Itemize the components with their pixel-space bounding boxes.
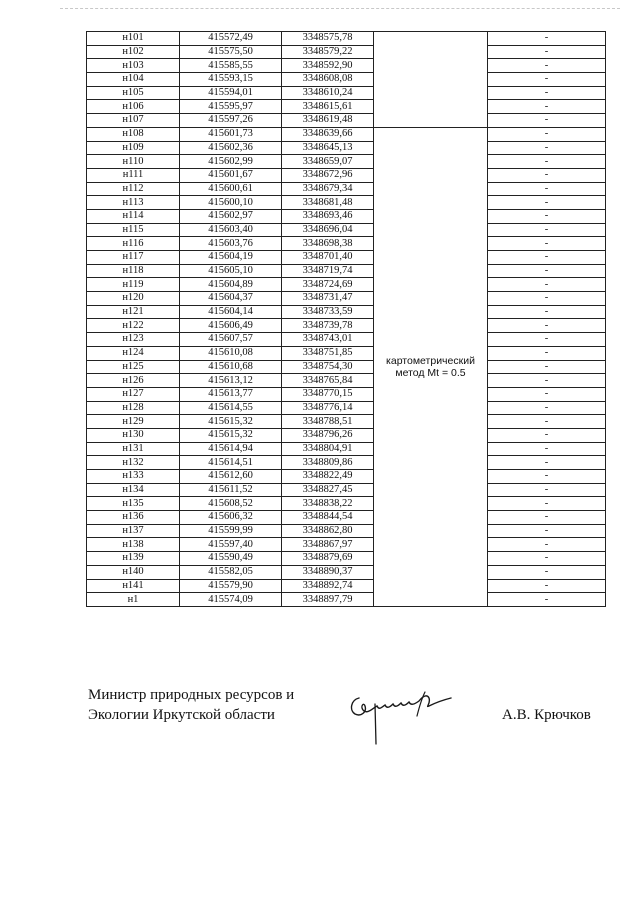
point-number-cell: н109	[87, 141, 180, 155]
scan-edge-rule	[60, 8, 620, 9]
signatory-position-line-2: Экологии Иркутской области	[88, 707, 275, 723]
accuracy-cell: -	[488, 292, 606, 306]
accuracy-cell: -	[488, 114, 606, 128]
x-coordinate-cell: 415612,60	[180, 470, 282, 484]
table-row	[87, 511, 606, 525]
accuracy-cell: -	[488, 32, 606, 46]
point-number-cell: н135	[87, 497, 180, 511]
table-row	[87, 415, 606, 429]
point-number-cell: н110	[87, 155, 180, 169]
accuracy-cell: -	[488, 374, 606, 388]
y-coordinate-cell: 3348890,37	[282, 565, 374, 579]
point-number-cell: н123	[87, 333, 180, 347]
table-row	[87, 264, 606, 278]
point-number-cell: н106	[87, 100, 180, 114]
table-row	[87, 209, 606, 223]
table-row	[87, 305, 606, 319]
point-number-cell: н107	[87, 114, 180, 128]
y-coordinate-cell: 3348575,78	[282, 32, 374, 46]
y-coordinate-cell: 3348693,46	[282, 209, 374, 223]
table-row	[87, 579, 606, 593]
x-coordinate-cell: 415604,37	[180, 292, 282, 306]
x-coordinate-cell: 415608,52	[180, 497, 282, 511]
table-row	[87, 251, 606, 265]
y-coordinate-cell: 3348862,80	[282, 524, 374, 538]
accuracy-cell: -	[488, 264, 606, 278]
table-row	[87, 593, 606, 607]
x-coordinate-cell: 415597,26	[180, 114, 282, 128]
table-row	[87, 387, 606, 401]
x-coordinate-cell: 415613,77	[180, 387, 282, 401]
accuracy-cell: -	[488, 196, 606, 210]
x-coordinate-cell: 415602,36	[180, 141, 282, 155]
table-row	[87, 565, 606, 579]
table-row	[87, 114, 606, 128]
accuracy-cell: -	[488, 346, 606, 360]
table-row	[87, 223, 606, 237]
x-coordinate-cell: 415614,51	[180, 456, 282, 470]
x-coordinate-cell: 415601,73	[180, 127, 282, 141]
y-coordinate-cell: 3348719,74	[282, 264, 374, 278]
accuracy-cell: -	[488, 251, 606, 265]
point-number-cell: н141	[87, 579, 180, 593]
y-coordinate-cell: 3348701,40	[282, 251, 374, 265]
y-coordinate-cell: 3348804,91	[282, 442, 374, 456]
accuracy-cell: -	[488, 168, 606, 182]
y-coordinate-cell: 3348733,59	[282, 305, 374, 319]
y-coordinate-cell: 3348696,04	[282, 223, 374, 237]
coordinates-table-body	[87, 32, 606, 607]
point-number-cell: н127	[87, 387, 180, 401]
x-coordinate-cell: 415595,97	[180, 100, 282, 114]
accuracy-cell: -	[488, 127, 606, 141]
x-coordinate-cell: 415604,14	[180, 305, 282, 319]
table-row	[87, 237, 606, 251]
point-number-cell: н115	[87, 223, 180, 237]
accuracy-cell: -	[488, 428, 606, 442]
y-coordinate-cell: 3348897,79	[282, 593, 374, 607]
y-coordinate-cell: 3348681,48	[282, 196, 374, 210]
y-coordinate-cell: 3348645,13	[282, 141, 374, 155]
table-row	[87, 524, 606, 538]
x-coordinate-cell: 415600,10	[180, 196, 282, 210]
x-coordinate-cell: 415607,57	[180, 333, 282, 347]
accuracy-cell: -	[488, 45, 606, 59]
x-coordinate-cell: 415610,68	[180, 360, 282, 374]
point-number-cell: н137	[87, 524, 180, 538]
table-row	[87, 127, 606, 141]
method-cell-top	[374, 32, 488, 128]
point-number-cell: н104	[87, 73, 180, 87]
y-coordinate-cell: 3348619,48	[282, 114, 374, 128]
signatory-position	[88, 685, 294, 725]
method-description: картометрический метод Mt = 0.5	[386, 354, 475, 379]
point-number-cell: н124	[87, 346, 180, 360]
accuracy-cell: -	[488, 524, 606, 538]
point-number-cell: н116	[87, 237, 180, 251]
point-number-cell: н1	[87, 593, 180, 607]
y-coordinate-cell: 3348608,08	[282, 73, 374, 87]
point-number-cell: н120	[87, 292, 180, 306]
point-number-cell: н130	[87, 428, 180, 442]
accuracy-cell: -	[488, 456, 606, 470]
y-coordinate-cell: 3348809,86	[282, 456, 374, 470]
table-row	[87, 196, 606, 210]
accuracy-cell: -	[488, 552, 606, 566]
y-coordinate-cell: 3348615,61	[282, 100, 374, 114]
accuracy-cell: -	[488, 305, 606, 319]
x-coordinate-cell: 415575,50	[180, 45, 282, 59]
point-number-cell: н103	[87, 59, 180, 73]
y-coordinate-cell: 3348731,47	[282, 292, 374, 306]
x-coordinate-cell: 415582,05	[180, 565, 282, 579]
y-coordinate-cell: 3348679,34	[282, 182, 374, 196]
x-coordinate-cell: 415603,40	[180, 223, 282, 237]
x-coordinate-cell: 415613,12	[180, 374, 282, 388]
accuracy-cell: -	[488, 360, 606, 374]
coordinates-table	[86, 31, 606, 607]
y-coordinate-cell: 3348838,22	[282, 497, 374, 511]
table-row	[87, 483, 606, 497]
accuracy-cell: -	[488, 415, 606, 429]
point-number-cell: н129	[87, 415, 180, 429]
table-row	[87, 100, 606, 114]
accuracy-cell: -	[488, 209, 606, 223]
x-coordinate-cell: 415615,32	[180, 428, 282, 442]
x-coordinate-cell: 415604,89	[180, 278, 282, 292]
point-number-cell: н105	[87, 86, 180, 100]
accuracy-cell: -	[488, 497, 606, 511]
accuracy-cell: -	[488, 237, 606, 251]
y-coordinate-cell: 3348754,30	[282, 360, 374, 374]
x-coordinate-cell: 415614,94	[180, 442, 282, 456]
table-row	[87, 278, 606, 292]
table-row	[87, 497, 606, 511]
y-coordinate-cell: 3348765,84	[282, 374, 374, 388]
y-coordinate-cell: 3348698,38	[282, 237, 374, 251]
table-row	[87, 292, 606, 306]
x-coordinate-cell: 415605,10	[180, 264, 282, 278]
table-row	[87, 32, 606, 46]
y-coordinate-cell: 3348770,15	[282, 387, 374, 401]
point-number-cell: н118	[87, 264, 180, 278]
method-cell	[374, 127, 488, 606]
point-number-cell: н134	[87, 483, 180, 497]
x-coordinate-cell: 415602,97	[180, 209, 282, 223]
y-coordinate-cell: 3348610,24	[282, 86, 374, 100]
x-coordinate-cell: 415606,49	[180, 319, 282, 333]
x-coordinate-cell: 415606,32	[180, 511, 282, 525]
accuracy-cell: -	[488, 565, 606, 579]
point-number-cell: н133	[87, 470, 180, 484]
y-coordinate-cell: 3348743,01	[282, 333, 374, 347]
table-row	[87, 538, 606, 552]
accuracy-cell: -	[488, 100, 606, 114]
point-number-cell: н112	[87, 182, 180, 196]
accuracy-cell: -	[488, 470, 606, 484]
accuracy-cell: -	[488, 182, 606, 196]
accuracy-cell: -	[488, 155, 606, 169]
point-number-cell: н131	[87, 442, 180, 456]
table-row	[87, 86, 606, 100]
table-row	[87, 401, 606, 415]
point-number-cell: н119	[87, 278, 180, 292]
accuracy-cell: -	[488, 333, 606, 347]
point-number-cell: н114	[87, 209, 180, 223]
x-coordinate-cell: 415602,99	[180, 155, 282, 169]
accuracy-cell: -	[488, 483, 606, 497]
y-coordinate-cell: 3348776,14	[282, 401, 374, 415]
x-coordinate-cell: 415604,19	[180, 251, 282, 265]
x-coordinate-cell: 415614,55	[180, 401, 282, 415]
x-coordinate-cell: 415590,49	[180, 552, 282, 566]
table-row	[87, 182, 606, 196]
y-coordinate-cell: 3348739,78	[282, 319, 374, 333]
table-row	[87, 59, 606, 73]
table-row	[87, 428, 606, 442]
y-coordinate-cell: 3348788,51	[282, 415, 374, 429]
y-coordinate-cell: 3348592,90	[282, 59, 374, 73]
table-row	[87, 73, 606, 87]
point-number-cell: н111	[87, 168, 180, 182]
x-coordinate-cell: 415611,52	[180, 483, 282, 497]
x-coordinate-cell: 415594,01	[180, 86, 282, 100]
accuracy-cell: -	[488, 141, 606, 155]
x-coordinate-cell: 415610,08	[180, 346, 282, 360]
table-row	[87, 360, 606, 374]
accuracy-cell: -	[488, 511, 606, 525]
y-coordinate-cell: 3348827,45	[282, 483, 374, 497]
table-row	[87, 470, 606, 484]
x-coordinate-cell: 415597,40	[180, 538, 282, 552]
y-coordinate-cell: 3348751,85	[282, 346, 374, 360]
signatory-name: А.В. Крючков	[502, 707, 591, 723]
table-row	[87, 45, 606, 59]
y-coordinate-cell: 3348579,22	[282, 45, 374, 59]
x-coordinate-cell: 415599,99	[180, 524, 282, 538]
x-coordinate-cell: 415574,09	[180, 593, 282, 607]
table-row	[87, 333, 606, 347]
table-row	[87, 456, 606, 470]
x-coordinate-cell: 415615,32	[180, 415, 282, 429]
y-coordinate-cell: 3348672,96	[282, 168, 374, 182]
y-coordinate-cell: 3348796,26	[282, 428, 374, 442]
point-number-cell: н102	[87, 45, 180, 59]
accuracy-cell: -	[488, 579, 606, 593]
table-row	[87, 155, 606, 169]
accuracy-cell: -	[488, 73, 606, 87]
table-row	[87, 374, 606, 388]
x-coordinate-cell: 415579,90	[180, 579, 282, 593]
x-coordinate-cell: 415601,67	[180, 168, 282, 182]
accuracy-cell: -	[488, 538, 606, 552]
point-number-cell: н101	[87, 32, 180, 46]
point-number-cell: н140	[87, 565, 180, 579]
point-number-cell: н139	[87, 552, 180, 566]
x-coordinate-cell: 415600,61	[180, 182, 282, 196]
table-row	[87, 442, 606, 456]
x-coordinate-cell: 415603,76	[180, 237, 282, 251]
accuracy-cell: -	[488, 223, 606, 237]
point-number-cell: н113	[87, 196, 180, 210]
table-row	[87, 346, 606, 360]
signatory-position-line-1: Министр природных ресурсов и	[88, 687, 295, 703]
table-row	[87, 552, 606, 566]
point-number-cell: н136	[87, 511, 180, 525]
handwritten-signature	[345, 686, 455, 746]
x-coordinate-cell: 415593,15	[180, 73, 282, 87]
table-row	[87, 319, 606, 333]
point-number-cell: н117	[87, 251, 180, 265]
accuracy-cell: -	[488, 86, 606, 100]
point-number-cell: н132	[87, 456, 180, 470]
accuracy-cell: -	[488, 593, 606, 607]
point-number-cell: н121	[87, 305, 180, 319]
y-coordinate-cell: 3348724,69	[282, 278, 374, 292]
x-coordinate-cell: 415572,49	[180, 32, 282, 46]
accuracy-cell: -	[488, 278, 606, 292]
x-coordinate-cell: 415585,55	[180, 59, 282, 73]
point-number-cell: н125	[87, 360, 180, 374]
point-number-cell: н122	[87, 319, 180, 333]
accuracy-cell: -	[488, 319, 606, 333]
point-number-cell: н108	[87, 127, 180, 141]
point-number-cell: н138	[87, 538, 180, 552]
accuracy-cell: -	[488, 401, 606, 415]
point-number-cell: н128	[87, 401, 180, 415]
accuracy-cell: -	[488, 442, 606, 456]
y-coordinate-cell: 3348659,07	[282, 155, 374, 169]
accuracy-cell: -	[488, 59, 606, 73]
y-coordinate-cell: 3348639,66	[282, 127, 374, 141]
point-number-cell: н126	[87, 374, 180, 388]
y-coordinate-cell: 3348867,97	[282, 538, 374, 552]
table-row	[87, 141, 606, 155]
y-coordinate-cell: 3348879,69	[282, 552, 374, 566]
y-coordinate-cell: 3348844,54	[282, 511, 374, 525]
table-row	[87, 168, 606, 182]
accuracy-cell: -	[488, 387, 606, 401]
y-coordinate-cell: 3348822,49	[282, 470, 374, 484]
y-coordinate-cell: 3348892,74	[282, 579, 374, 593]
